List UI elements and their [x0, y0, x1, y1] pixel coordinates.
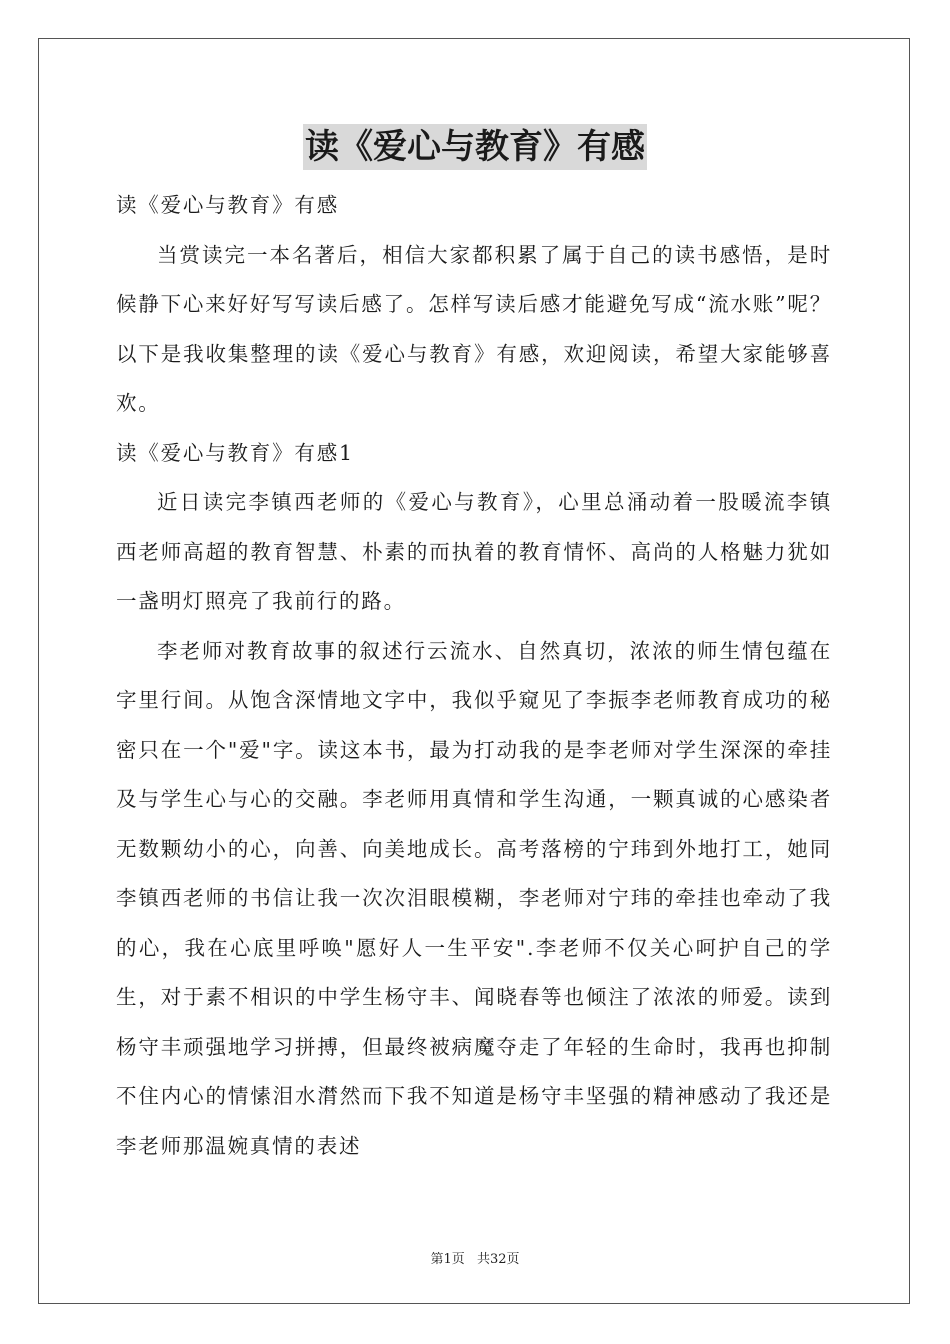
page-number: 第1页 [430, 1252, 465, 1267]
page-total: 共32页 [476, 1252, 520, 1267]
intro-paragraph: 当赏读完一本名著后，相信大家都积累了属于自己的读书感悟，是时候静下心来好好写写读后感了。怎样写读后感才能避免写成“流水账”呢？以下是我收集整理的读《爱心与教育》有感，欢迎阅读，希望大家能够喜欢。 [116, 242, 832, 415]
page-footer [0, 1248, 950, 1267]
document-body [116, 181, 832, 1171]
body-paragraph-2: 李老师对教育故事的叙述行云流水、自然真切，浓浓的师生情包蕴在字里行间。从饱含深情地文字中，我似乎窥见了李振李老师教育成功的秘密只在一个"爱"字。读这本书，最为打动我的是李老师对学生深深的牵挂及与学生心与心的交融。李老师用真情和学生沟通，一颗真诚的心感染者无数颗幼小的心，向善、向美地成长。高考落榜的宁玮到外地打工，她同李镇西老师的书信让我一次次泪眼模糊，李老师对宁玮的牵挂也牵动了我的心，我在心底里呼唤"愿好人一生平安".李老师不仅关心呵护自己的学生，对于素不相识的中学生杨守丰、闻晓春等也倾注了浓浓的师爱。读到杨守丰顽强地学习拼搏，但最终被病魔夺走了年轻的生命时，我再也抑制不住内心的情愫泪水潸然而下我不知道是杨守丰坚强的精神感动了我还是李老师那温婉真情的表述 [116, 638, 832, 1158]
body-paragraph-1: 近日读完李镇西老师的《爱心与教育》，心里总涌动着一股暖流李镇西老师高超的教育智慧、朴素的而执着的教育情怀、高尚的人格魅力犹如一盏明灯照亮了我前行的路。 [116, 490, 832, 613]
document-subtitle: 读《爱心与教育》有感 [116, 193, 339, 217]
document-title: 读《爱心与教育》有感 [303, 124, 647, 170]
section-heading: 读《爱心与教育》有感1 [116, 440, 354, 465]
title-container [0, 124, 950, 170]
